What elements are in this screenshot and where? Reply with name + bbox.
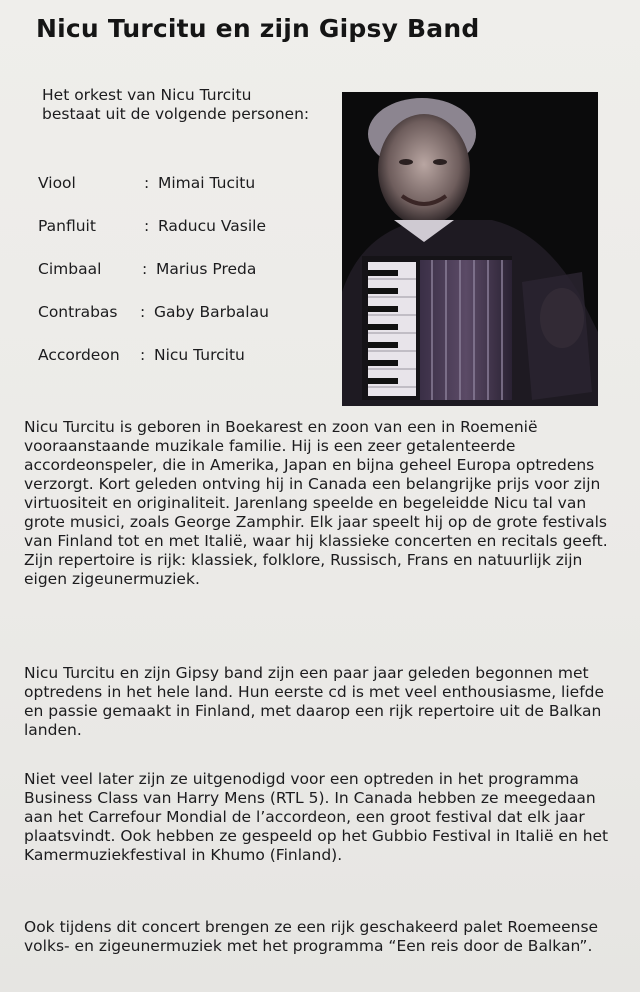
member-separator: : <box>144 217 150 235</box>
member-instrument: Panfluit <box>38 217 96 235</box>
member-instrument: Contrabas <box>38 303 118 321</box>
member-name: Mimai Tucitu <box>158 174 256 192</box>
paragraph-performances: Niet veel later zijn ze uitgenodigd voor een optreden in het programma Business Class van Harry Mens (RTL 5). In Canada hebben ze meegedaan aan het Carrefour Mondial de l’accordeon, een groot festival dat elk jaar plaatsvindt. Ook hebben ze gespeeld op het Gubbio Festival in Italië en het Kamermuziekfestival in Khumo (Finland). <box>24 770 609 864</box>
accordionist-photo <box>342 92 598 406</box>
member-name: Gaby Barbalau <box>154 303 269 321</box>
paragraph-concert: Ook tijdens dit concert brengen ze een rijk geschakeerd palet Roemeense volks- en zigeunermuziek met het programma “Een reis door de Balkan”. <box>24 918 599 955</box>
member-name: Nicu Turcitu <box>154 346 245 364</box>
accordionist-illustration <box>342 92 598 406</box>
member-name: Marius Preda <box>156 260 257 278</box>
member-separator: : <box>142 260 148 278</box>
paragraph-biography: Nicu Turcitu is geboren in Boekarest en zoon van een in Roemenië vooraanstaande muzikale familie. Hij is een zeer getalenteerde accordeonspeler, die in Amerika, Japan en bijna geheel Europa optredens verzorgt. Kort geleden ontving hij in Canada een belangrijke prijs voor zijn virtuositeit en originaliteit. Jarenlang speelde en begeleidde Nicu tal van grote musici, zoals George Zamphir. Elk jaar speelt hij op de grote festivals van Finland tot en met Italië, waar hij klassieke concerten en recitals geeft. Zijn repertoire is rijk: klassiek, folklore, Russisch, Frans en natuurlijk zijn eigen zigeunermuziek. <box>24 418 608 588</box>
page-title: Nicu Turcitu en zijn Gipsy Band <box>36 14 480 43</box>
paragraph-band-start: Nicu Turcitu en zijn Gipsy band zijn een paar jaar geleden begonnen met optredens in het hele land. Hun eerste cd is met veel enthousiasme, liefde en passie gemaakt in Finland, met daarop een rijk repertoire uit de Balkan landen. <box>24 664 605 739</box>
intro-text: Het orkest van Nicu Turcitu bestaat uit de volgende personen: <box>42 86 310 123</box>
member-separator: : <box>144 174 150 192</box>
member-separator: : <box>140 346 146 364</box>
member-separator: : <box>140 303 146 321</box>
member-name: Raducu Vasile <box>158 217 266 235</box>
member-instrument: Accordeon <box>38 346 120 364</box>
member-instrument: Viool <box>38 174 76 192</box>
member-instrument: Cimbaal <box>38 260 102 278</box>
